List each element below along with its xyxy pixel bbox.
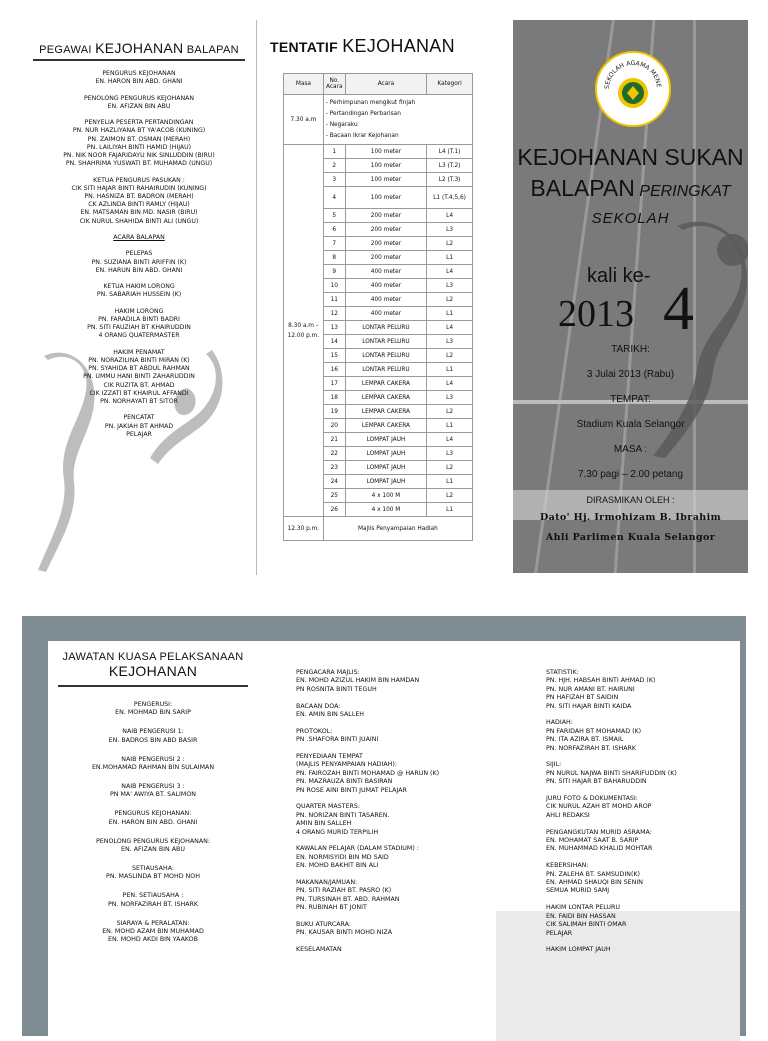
role-member: PN. SABARIAH HUSSEIN (K) xyxy=(96,291,182,299)
event-no: 3 xyxy=(323,173,345,187)
role-member: PN .SHAFORA BINTI JUAINI xyxy=(296,736,379,744)
role-group xyxy=(28,283,250,299)
role-member: 4 ORANG MURID TERPILIH xyxy=(296,828,379,836)
col-kategori: Kategori xyxy=(427,74,473,95)
event-no: 12 xyxy=(323,307,345,321)
role-member: PN. HJH. HABSAH BINTI AHMAD (K) xyxy=(546,677,656,685)
role-group xyxy=(58,920,248,945)
role-group xyxy=(28,250,250,275)
committee-col-2 xyxy=(296,669,496,963)
event-category: L4 xyxy=(427,265,473,279)
role-title: KETUA PENGURUS PASUKAN : xyxy=(93,176,185,184)
vip-name: Dato' Hj. Irmohizam B. Ibrahim xyxy=(539,512,722,523)
event-no: 7 xyxy=(323,237,345,251)
role-group xyxy=(296,669,496,694)
role-member: PN. SUZIANA BINTI ARIFFIN (K) xyxy=(91,258,187,266)
event-name: 100 meter xyxy=(345,173,426,187)
role-member: PN. SITI RAZIAH BT. PASRO (K) xyxy=(296,887,392,895)
role-group xyxy=(58,756,248,773)
role-member: EN. HARUN BIN ABD. GHANI xyxy=(95,266,183,274)
role-member: PN ROSE AINI BINTI JUMAT PELAJAR xyxy=(296,786,407,794)
event-name: 200 meter xyxy=(345,237,426,251)
time-cell: 12.30 p.m. xyxy=(284,517,324,541)
role-title: QUARTER MASTERS: xyxy=(296,803,361,811)
event-category: L3 xyxy=(427,447,473,461)
role-group xyxy=(28,119,250,168)
role-member: EN.MOHAMAD RAHMAN BIN SULAIMAN xyxy=(91,764,215,772)
event-no: 23 xyxy=(323,461,345,475)
role-group xyxy=(546,946,736,954)
role-group xyxy=(296,703,496,720)
role-group xyxy=(28,95,250,111)
role-member: EN. MOHD AZAM BIN MUHAMAD xyxy=(102,927,204,935)
role-group xyxy=(58,865,248,882)
event-category: L4 (T.1) xyxy=(427,145,473,159)
event-category: L4 xyxy=(427,377,473,391)
tarikh-label: TARIKH: xyxy=(611,344,650,355)
cover-panel xyxy=(513,20,748,573)
role-member: PN. NIK NOOR FAJARIDAYU NIK SINLUDDIN (BIRU) xyxy=(63,152,215,159)
role-group xyxy=(58,838,248,855)
event-category: L2 xyxy=(427,349,473,363)
event-category: L3 xyxy=(427,223,473,237)
event-category: L2 xyxy=(427,405,473,419)
event-category: L1 xyxy=(427,363,473,377)
tempat-label: TEMPAT: xyxy=(610,394,651,405)
role-title: NAIB PENGERUSI 1: xyxy=(122,728,184,736)
role-title: PENGANGKUTAN MURID ASRAMA: xyxy=(546,828,652,836)
role-member: PN FARIDAH BT MOHAMAD (K) xyxy=(546,727,642,735)
role-member: PN. TURSINAH BT. ABD. RAHMAN xyxy=(296,895,400,903)
event-name: LEMPAR CAKERA xyxy=(345,391,426,405)
committee-rule xyxy=(58,685,248,687)
event-no: 14 xyxy=(323,335,345,349)
table-row xyxy=(284,95,473,145)
col-masa: Masa xyxy=(284,74,324,95)
role-member: PN. JAKIAH BT AHMAD xyxy=(104,422,174,430)
role-title: PENCATAT xyxy=(123,414,155,422)
role-member: PN. SYAHIDA BT ABDUL RAHMAN xyxy=(88,365,190,373)
event-name: 100 meter xyxy=(345,159,426,173)
role-member: PN. RUBINAH BT JONIT xyxy=(296,904,367,912)
role-group xyxy=(58,783,248,800)
event-no: 24 xyxy=(323,475,345,489)
role-group xyxy=(28,177,250,226)
event-no: 9 xyxy=(323,265,345,279)
role-group xyxy=(546,669,736,711)
tempat-value: Stadium Kuala Selangor xyxy=(576,419,685,430)
role-group xyxy=(296,845,496,870)
role-title: KAWALAN PELAJAR (DALAM STADIUM) : xyxy=(296,845,419,853)
event-name: 4 x 100 M xyxy=(345,489,426,503)
committee-sheet xyxy=(48,641,740,1041)
role-member: CIK NURUL SHAHIDA BINTI ALI (UNGU) xyxy=(79,217,199,225)
title-rule xyxy=(33,59,245,61)
event-name: 200 meter xyxy=(345,223,426,237)
event-no: 8 xyxy=(323,251,345,265)
event-category: L1 xyxy=(427,251,473,265)
role-group xyxy=(28,308,250,341)
role-title: BUKU ATURCARA: xyxy=(296,921,351,929)
role-member: PN MA' AWIYA BT. SALIMON xyxy=(109,791,196,799)
role-member: PN. NORFAZIRAH BT. ISHARK xyxy=(107,900,199,908)
role-title: HAKIM LORONG xyxy=(114,307,164,315)
event-category: L4 xyxy=(427,321,473,335)
svg-text:SEKOLAH AGAMA MENENGAH JERAM: SEKOLAH AGAMA MENE xyxy=(603,59,662,90)
event-no: 20 xyxy=(323,419,345,433)
role-member: PN. SITI FAUZIAH BT KHAIRUDDIN xyxy=(87,324,191,332)
school-crest-icon xyxy=(597,53,669,125)
event-name: 200 meter xyxy=(345,209,426,223)
event-no: 26 xyxy=(323,503,345,517)
event-no: 21 xyxy=(323,433,345,447)
role-title: HAKIM PENAMAT xyxy=(113,348,165,356)
role-group xyxy=(296,879,496,913)
role-member: PN. NORAZILINA BINTI MIRAN (K) xyxy=(88,356,190,364)
closing-item: Majlis Penyampaian Hadiah xyxy=(323,517,472,541)
event-category: L4 xyxy=(427,209,473,223)
event-no: 17 xyxy=(323,377,345,391)
role-title: PENYELIA PESERTA PERTANDINGAN xyxy=(84,119,194,127)
event-category: L4 xyxy=(427,433,473,447)
event-name: LEMPAR CAKERA xyxy=(345,405,426,419)
event-category: L2 xyxy=(427,461,473,475)
fold-divider xyxy=(256,20,257,575)
event-no: 4 xyxy=(323,187,345,209)
role-group xyxy=(546,761,736,786)
role-title: KESELAMATAN xyxy=(296,946,342,954)
role-title: NAIB PENGERUSI 3 : xyxy=(121,782,185,790)
dirasmikan-label: DIRASMIKAN OLEH : xyxy=(586,495,675,505)
role-group xyxy=(546,719,736,753)
role-member: PN. FAIROZAH BINTI MOHAMAD @ HARUN (K) xyxy=(296,769,440,777)
committee-col-1 xyxy=(58,701,248,955)
role-member: EN. AMIN BIN SALLEH xyxy=(296,711,365,719)
role-group xyxy=(28,234,250,242)
col-no: No. Acara xyxy=(323,74,345,95)
event-category: L3 (T.2) xyxy=(427,159,473,173)
event-name: 100 meter xyxy=(345,187,426,209)
role-title: STATISTIK: xyxy=(546,669,579,676)
role-member: EN. AFIZAN BIN ABU xyxy=(107,102,171,110)
role-member: PN. ZAIMON BT. OSMAN (MERAH) xyxy=(87,135,191,143)
role-title: ACARA BALAPAN xyxy=(113,234,165,241)
role-title: PENOLONG PENGURUS KEJOHANAN xyxy=(84,94,194,102)
event-no: 2 xyxy=(323,159,345,173)
role-member: PN. ITA AZIRA BT. ISMAIL xyxy=(546,736,624,744)
role-group xyxy=(296,946,496,954)
event-category: L2 xyxy=(427,293,473,307)
role-member: PN. NUR AMANI BT. HAIRUNI xyxy=(546,685,635,693)
role-member: PN. NUR HAZLIYANA BT YA'ACOB (KUNING) xyxy=(72,127,206,135)
role-member: EN. AHMAD SHAUQI BIN SENIN xyxy=(546,879,643,887)
role-title: NAIB PENGERUSI 2 : xyxy=(121,755,185,763)
event-name: 400 meter xyxy=(345,279,426,293)
event-name: LEMPAR CAKERA xyxy=(345,419,426,433)
role-group xyxy=(546,904,736,938)
role-title: SIJIL: xyxy=(546,761,562,769)
event-no: 19 xyxy=(323,405,345,419)
role-member: EN. MOHMAD BIN SARIP xyxy=(115,709,191,717)
role-member: PN. SITI HAJAR BINTI KAIDA xyxy=(546,702,632,710)
role-member: EN. HARON BIN ABD. GHANI xyxy=(95,78,183,86)
tentatif-panel xyxy=(270,36,510,57)
role-group xyxy=(296,803,496,837)
role-title: PENGACARA MAJLIS: xyxy=(296,669,360,676)
tarikh-value: 3 Julai 2013 (Rabu) xyxy=(586,369,675,380)
role-member: PN ROSNITA BINTI TEGUH xyxy=(296,685,377,693)
event-category: L1 xyxy=(427,419,473,433)
event-category: L2 xyxy=(427,237,473,251)
role-title: HAKIM LOMPAT JAUH xyxy=(546,946,611,954)
role-group xyxy=(58,728,248,745)
event-no: 1 xyxy=(323,145,345,159)
role-member: PN. SHAHRIMA YUSWATI BT. MUHAMAD (UNGU) xyxy=(65,160,213,168)
role-member: EN. MATSAMAN BIN MD. NASIR (BIRU) xyxy=(80,209,198,217)
table-row xyxy=(284,517,473,541)
event-category: L3 xyxy=(427,391,473,405)
role-member: PN HAFIZAH BT SAIDIN xyxy=(546,694,619,702)
event-name: LONTAR PELURU xyxy=(345,321,426,335)
event-name: 100 meter xyxy=(345,145,426,159)
cover-year: 2013 xyxy=(558,293,634,335)
role-title: SIARAYA & PERALATAN: xyxy=(116,919,190,927)
event-category: L1 (T.4,5,6) xyxy=(427,187,473,209)
committee-col-3 xyxy=(546,669,736,963)
role-group xyxy=(58,892,248,909)
role-title: JURU FOTO & DOKUMENTASI: xyxy=(546,795,638,803)
event-category: L1 xyxy=(427,475,473,489)
role-member: EN. HARON BIN ABD. GHANI xyxy=(108,818,198,826)
opening-items xyxy=(323,95,472,145)
masa-label: MASA : xyxy=(613,444,648,455)
opening-item: - Pertandingan Perbarisan xyxy=(325,110,401,117)
role-title: KETUA HAKIM LORONG xyxy=(103,283,175,291)
role-member: EN. MOHD AKDI BIN YAAKOB xyxy=(108,936,198,944)
committee-panel xyxy=(22,616,746,1036)
schedule-table xyxy=(283,73,473,541)
role-title: PROTOKOL: xyxy=(296,727,333,735)
role-group xyxy=(28,70,250,86)
role-member: EN. FAIDI BIN HASSAN xyxy=(546,912,616,920)
event-no: 6 xyxy=(323,223,345,237)
kali-ke: kali ke- xyxy=(587,265,651,287)
event-name: LOMPAT JAUH xyxy=(345,475,426,489)
role-member: PELAJAR xyxy=(126,430,152,438)
role-member: PN. MAZRAUZA BINTI BASIRAN xyxy=(296,778,393,786)
role-title: MAKANAN/JAMUAN: xyxy=(296,879,358,887)
event-no: 10 xyxy=(323,279,345,293)
time-cell: 7.30 a.m xyxy=(284,95,324,145)
table-row xyxy=(284,145,473,159)
role-group xyxy=(546,829,736,854)
role-group xyxy=(296,921,496,938)
event-no: 18 xyxy=(323,391,345,405)
role-member: PN. KAUSAR BINTI MOHD NIZA xyxy=(296,929,392,937)
role-member: CK AZLINDA BINTI RAMLY (HIJAU) xyxy=(88,201,190,209)
role-title: KEBERSIHAN: xyxy=(546,862,589,870)
role-member: SEMUA MURID SAMJ xyxy=(546,887,610,895)
role-member: 4 ORANG QUATERMASTER xyxy=(98,332,180,340)
event-no: 5 xyxy=(323,209,345,223)
role-member: PN. UMMU HANI BINTI ZAHARUDDIN xyxy=(83,373,195,381)
opening-item: - Bacaan Ikrar Kejohanan xyxy=(325,132,399,139)
role-title: PENGURUS KEJOHANAN xyxy=(102,70,176,77)
edition-number: 4 xyxy=(663,275,694,343)
event-name: LONTAR PELURU xyxy=(345,363,426,377)
vip-title: Ahli Parlimen Kuala Selangor xyxy=(545,532,716,543)
opening-item: - Perhimpunan mengikut finjah xyxy=(325,99,416,106)
col-acara: Acara xyxy=(345,74,426,95)
cover-title-3: SEKOLAH xyxy=(591,210,670,227)
event-category: L3 xyxy=(427,335,473,349)
event-name: LOMPAT JAUH xyxy=(345,447,426,461)
role-member: EN. MUHAMMAD KHALID MOHTAR xyxy=(546,845,653,853)
schedule-table-wrap xyxy=(283,73,473,541)
event-category: L1 xyxy=(427,307,473,321)
role-member: PN. ZALEHA BT. SAMSUDIN(K) xyxy=(546,870,641,878)
role-group xyxy=(546,795,736,820)
role-member: PN. NORFAZIRAH BT. ISHARK xyxy=(546,744,637,752)
cover-title-1: KEJOHANAN SUKAN xyxy=(517,144,744,170)
event-name: 4 x 100 M xyxy=(345,503,426,517)
role-title: PELEPAS xyxy=(125,250,153,258)
role-member: PN NURUL NAJWA BINTI SHARIFUDDIN (K) xyxy=(546,769,677,777)
role-group xyxy=(296,728,496,745)
role-member: CIK SALIMAH BINTI OMAR xyxy=(546,921,627,929)
committee-title: JAWATAN KUASA PELAKSANAAN KEJOHANAN xyxy=(62,651,244,679)
role-member: AHLI REDAKSI xyxy=(546,811,590,819)
role-group xyxy=(296,753,496,795)
event-name: 400 meter xyxy=(345,307,426,321)
role-title: HAKIM LONTAR PELURU xyxy=(546,904,621,912)
role-group xyxy=(28,349,250,406)
role-member: PN. NORHAYATI BT SITOR xyxy=(100,398,178,405)
role-member: PELAJAR xyxy=(546,929,573,937)
role-member: PN. SITI HAJAR BT BAHARUDDIN xyxy=(546,778,647,786)
event-name: LONTAR PELURU xyxy=(345,335,426,349)
event-name: LEMPAR CAKERA xyxy=(345,377,426,391)
role-group xyxy=(58,810,248,827)
role-title: HADIAH: xyxy=(546,719,573,727)
role-title: PENOLONG PENGURUS KEJOHANAN: xyxy=(95,837,211,845)
role-member: AMIN BIN SALLEH xyxy=(296,820,352,828)
event-name: LOMPAT JAUH xyxy=(345,461,426,475)
role-group xyxy=(28,414,250,439)
event-name: 400 meter xyxy=(345,293,426,307)
tentatif-title: TENTATIF KEJOHANAN xyxy=(270,36,455,56)
event-category: L2 (T.3) xyxy=(427,173,473,187)
role-member: CIK SITI HAJAR BINTI RAHAIRUDIN (KUNING) xyxy=(71,184,207,192)
role-member: (MAJLIS PENYAMPAIAN HADIAH): xyxy=(296,761,397,769)
left-panel xyxy=(28,30,250,575)
role-member: EN. MOHAMAT SAAT B. SARIP xyxy=(546,837,639,845)
role-title: PEN. SETIAUSAHA : xyxy=(122,892,184,900)
role-title: BACAAN DOA: xyxy=(296,702,341,710)
role-title: PENGURUS KEJOHANAN: xyxy=(114,810,192,818)
school-logo xyxy=(595,51,671,127)
event-no: 22 xyxy=(323,447,345,461)
role-member: EN. AFIZAN BIN ABU xyxy=(121,845,185,853)
role-member: CIK NURUL AZAH BT MOHD AROP xyxy=(546,803,652,811)
role-member: PN. LAILIYAH BINTI HAMID (HIJAU) xyxy=(86,143,192,151)
event-category: L3 xyxy=(427,279,473,293)
role-member: PN. HASNIZA BT. BADRON (MERAH) xyxy=(84,193,194,200)
role-member: EN. MOHD BAKHIT BIN ALI xyxy=(296,862,379,870)
role-group xyxy=(58,701,248,718)
event-category: L2 xyxy=(427,489,473,503)
event-no: 16 xyxy=(323,363,345,377)
cover-title-2: BALAPAN PERINGKAT xyxy=(530,175,731,201)
event-name: LOMPAT JAUH xyxy=(345,433,426,447)
role-member: PN. MASLINDA BT MOHD NOH xyxy=(106,873,200,881)
event-name: 200 meter xyxy=(345,251,426,265)
role-title: PENYEDIAAN TEMPAT xyxy=(296,753,363,761)
event-category: L1 xyxy=(427,503,473,517)
role-member: EN. MOHD AZIZUL HAKIM BIN HAMDAN xyxy=(296,677,420,685)
opening-item: - Negaraku xyxy=(325,121,358,128)
event-no: 13 xyxy=(323,321,345,335)
event-no: 25 xyxy=(323,489,345,503)
role-title: PENGERUSI: xyxy=(133,701,173,708)
event-name: LONTAR PELURU xyxy=(345,349,426,363)
role-member: PN. FARADILA BINTI BADRI xyxy=(98,315,180,323)
event-name: 400 meter xyxy=(345,265,426,279)
role-member: EN. BADROS BIN ABD BASIR xyxy=(108,736,198,744)
role-member: PN. NORIZAN BINTI TASAREN. xyxy=(296,811,390,819)
role-group xyxy=(546,862,736,896)
role-title: SETIAUSAHA: xyxy=(131,864,175,872)
event-no: 15 xyxy=(323,349,345,363)
role-member: CIK IZZATI BT KHAIRUL AFFANDI xyxy=(89,389,189,397)
officials-list xyxy=(28,70,250,447)
role-member: CIK RUZITA BT. AHMAD xyxy=(103,381,175,389)
time-cell: 8.30 a.m – 12.00 p.m. xyxy=(284,145,324,517)
role-member: EN. NORMISYIDI BIN MD SAID xyxy=(296,853,389,861)
masa-value: 7.30 pagi – 2.00 petang xyxy=(577,469,684,480)
pegawai-title: PEGAWAI KEJOHANAN BALAPAN xyxy=(39,40,239,56)
event-no: 11 xyxy=(323,293,345,307)
